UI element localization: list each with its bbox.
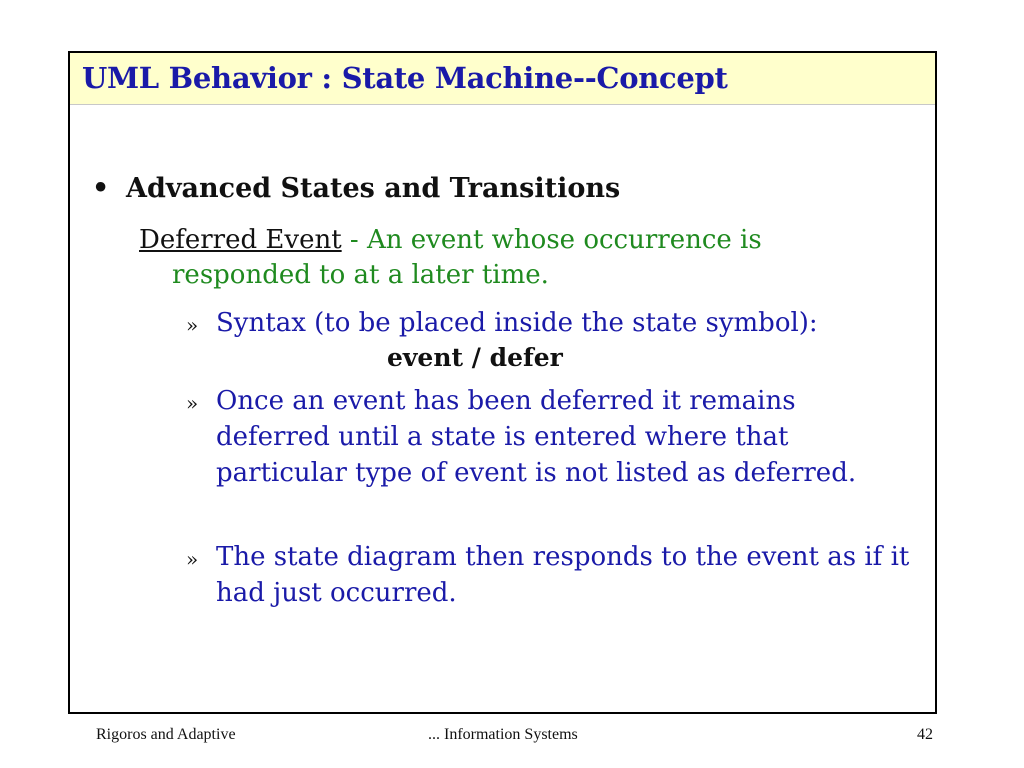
sub-item-text: Once an event has been deferred it remains deferred until a state is entered where that particular type of event is not listed as deferred. [216, 386, 857, 488]
definition-term: Deferred Event [139, 225, 342, 255]
bullet-dot: • [92, 173, 110, 204]
sub-item-marker: » [186, 547, 199, 571]
sub-item-text: The state diagram then responds to the event as if it had just occurred. [216, 542, 910, 608]
sub-item-text: Syntax (to be placed inside the state symbol): [216, 308, 818, 338]
sub-item-responds [186, 539, 916, 611]
definition-block [139, 223, 859, 293]
footer-center: ... Information Systems [428, 726, 578, 743]
slide-title: UML Behavior : State Machine--Concept [82, 61, 728, 95]
sub-item-deferred [186, 383, 916, 491]
bullet-heading: Advanced States and Transitions [126, 173, 621, 204]
footer-page-number: 42 [917, 726, 933, 743]
sub-item-syntax [186, 305, 916, 343]
bullet-heading-row [92, 173, 620, 204]
sub-item-marker: » [186, 391, 199, 415]
definition-text-line2: responded to at a later time. [172, 260, 549, 290]
footer-left: Rigoros and Adaptive [96, 726, 236, 743]
definition-text-line1: - An event whose occurrence is [341, 225, 762, 255]
sub-item-marker: » [186, 313, 199, 337]
slide-frame [68, 51, 937, 714]
syntax-code: event / defer [387, 343, 563, 372]
title-bar [70, 53, 935, 105]
